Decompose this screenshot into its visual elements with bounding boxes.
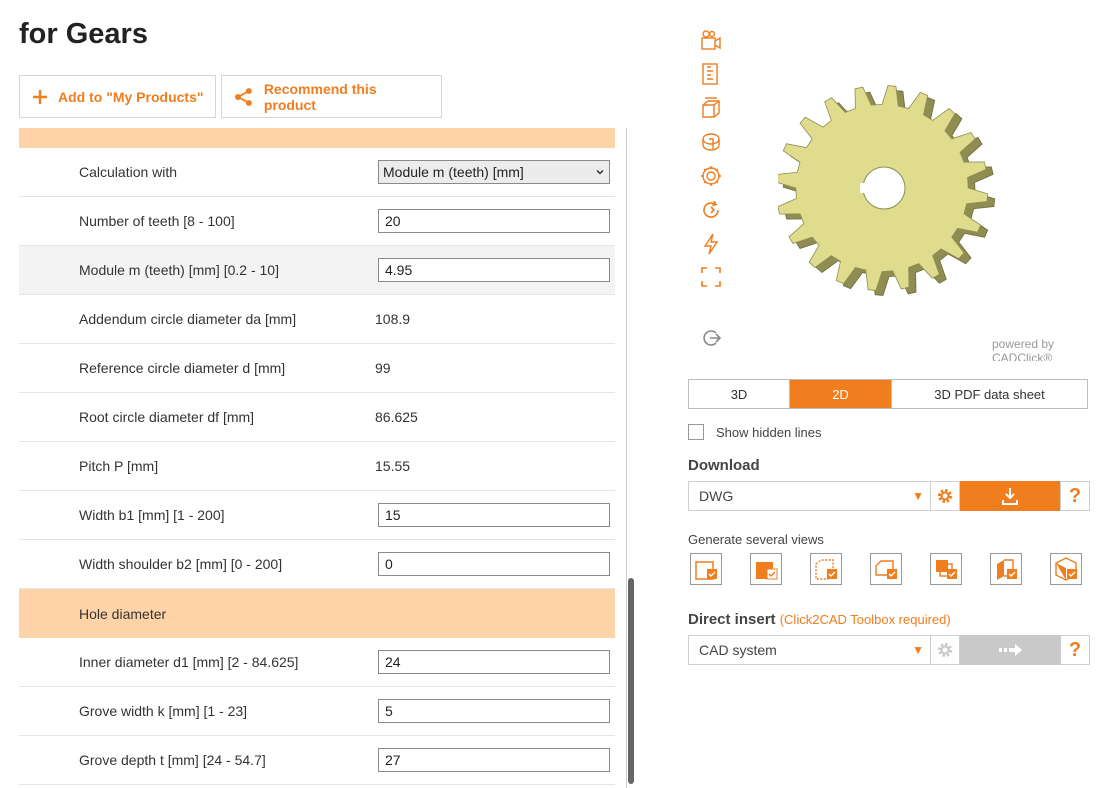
download-format-select[interactable] — [688, 481, 931, 511]
gear-bore-hole — [863, 167, 905, 209]
download-button[interactable] — [960, 481, 1060, 511]
chevron-down-icon: ▼ — [912, 489, 924, 503]
view-front-icon[interactable] — [690, 553, 722, 585]
share-icon — [234, 87, 254, 107]
param-label: Addendum circle diameter da [mm] — [79, 311, 297, 327]
section-view-icon[interactable] — [698, 129, 724, 155]
download-title: Download — [688, 457, 760, 474]
grove-t-input[interactable] — [378, 748, 610, 772]
calculation-select[interactable] — [378, 160, 610, 184]
view-left-icon[interactable] — [990, 553, 1022, 585]
direct-insert-title — [688, 611, 951, 628]
recommend-product-label: Recommend this product — [263, 80, 377, 113]
camera-icon[interactable] — [698, 28, 724, 54]
param-row-calculation — [19, 148, 615, 197]
view-side-icon[interactable] — [810, 553, 842, 585]
cadclick-logo-icon — [698, 325, 724, 351]
param-label: Pitch P [mm] — [79, 458, 159, 474]
download-settings-button[interactable] — [931, 481, 960, 511]
param-row-inner-d1 — [19, 638, 615, 687]
param-label: Reference circle diameter d [mm] — [79, 360, 286, 376]
chevron-down-icon: ▼ — [912, 643, 924, 657]
param-label: Grove depth t [mm] [24 - 54.7] — [79, 752, 266, 768]
inner-d1-input[interactable] — [378, 650, 610, 674]
param-row-width-b1 — [19, 491, 615, 540]
gear-settings-icon[interactable] — [698, 163, 724, 189]
reference-value: 99 — [375, 360, 391, 376]
root-value: 86.625 — [375, 409, 418, 425]
show-hidden-lines-label: Show hidden lines — [716, 424, 822, 440]
tab-3d[interactable]: 3D — [689, 380, 790, 408]
download-help-button[interactable]: ? — [1060, 481, 1090, 511]
grove-k-input[interactable] — [378, 699, 610, 723]
param-row-grove-k — [19, 687, 615, 736]
powered-by-label — [992, 337, 1072, 361]
chevron-down-icon — [595, 167, 605, 177]
cad-system-select[interactable] — [688, 635, 931, 665]
download-icon — [1000, 486, 1020, 506]
show-hidden-lines-checkbox[interactable] — [688, 424, 704, 440]
scrollbar-thumb[interactable] — [628, 578, 634, 784]
page-title: for Gears — [19, 18, 148, 50]
width-b1-input[interactable] — [378, 503, 610, 527]
arrow-right-icon — [997, 642, 1023, 658]
direct-insert-controls — [688, 635, 1090, 665]
param-label: Width shoulder b2 [mm] [0 - 200] — [79, 556, 283, 572]
direct-insert-note: (Click2CAD Toolbox required) — [779, 612, 951, 627]
gear-keyway — [860, 183, 868, 193]
download-format-value: DWG — [699, 488, 734, 504]
view-back-icon[interactable] — [930, 553, 962, 585]
powered-by-line1: powered by — [992, 337, 1055, 351]
add-to-my-products-label: Add to "My Products" — [58, 88, 204, 105]
param-row-teeth — [19, 197, 615, 246]
measure-icon[interactable] — [698, 61, 724, 87]
view-mode-tabs — [688, 379, 1088, 409]
param-label: Calculation with — [79, 164, 178, 180]
param-row-module — [19, 246, 615, 295]
param-label: Grove width k [mm] [1 - 23] — [79, 703, 248, 719]
view-bottom-icon[interactable] — [870, 553, 902, 585]
insert-settings-button[interactable] — [931, 635, 960, 665]
powered-by-line2: CADClick® — [992, 351, 1053, 361]
fullscreen-icon[interactable] — [698, 264, 724, 290]
gear-3d-model[interactable] — [778, 78, 1000, 298]
section-header-hole — [19, 589, 615, 638]
download-controls — [688, 481, 1090, 511]
view-isometric-icon[interactable] — [1050, 553, 1082, 585]
tab-3d-pdf-datasheet[interactable]: 3D PDF data sheet — [891, 380, 1087, 408]
module-input[interactable] — [378, 258, 610, 282]
parameter-table — [19, 128, 615, 788]
show-hidden-lines-option — [688, 424, 822, 440]
lightning-icon[interactable] — [698, 231, 724, 257]
cad-system-value: CAD system — [699, 642, 777, 658]
param-row-grove-t — [19, 736, 615, 785]
teeth-input[interactable] — [378, 209, 610, 233]
view-top-icon[interactable] — [750, 553, 782, 585]
pitch-value: 15.55 — [375, 458, 411, 474]
insert-button[interactable] — [960, 635, 1060, 665]
param-label: Width b1 [mm] [1 - 200] — [79, 507, 225, 523]
param-row-width-b2 — [19, 540, 615, 589]
calculation-select-value: Module m (teeth) [mm] — [383, 164, 524, 180]
addendum-value: 108.9 — [375, 311, 411, 327]
tab-2d[interactable]: 2D — [790, 380, 891, 408]
direct-insert-label: Direct insert — [688, 611, 776, 628]
param-label: Root circle diameter df [mm] — [79, 409, 255, 425]
width-b2-input[interactable] — [378, 552, 610, 576]
param-label: Module m (teeth) [mm] [0.2 - 10] — [79, 262, 279, 278]
param-label: Number of teeth [8 - 100] — [79, 213, 235, 229]
plus-icon — [32, 89, 48, 105]
param-row-reference — [19, 344, 615, 393]
recommend-product-button[interactable] — [221, 75, 442, 118]
generate-views-row — [688, 553, 1088, 585]
gear-icon — [936, 487, 954, 505]
param-row-pitch — [19, 442, 615, 491]
dimension-cube-icon[interactable] — [698, 95, 724, 121]
section-header-label: Hole diameter — [79, 605, 167, 622]
param-row-addendum — [19, 295, 615, 344]
param-row-root — [19, 393, 615, 442]
gear-icon — [936, 641, 954, 659]
add-to-my-products-button[interactable] — [19, 75, 216, 118]
param-label: Inner diameter d1 [mm] [2 - 84.625] — [79, 654, 299, 670]
rotate-icon[interactable] — [698, 197, 724, 223]
generate-views-label: Generate several views — [688, 532, 824, 547]
insert-help-button[interactable]: ? — [1060, 635, 1090, 665]
section-header-strip — [19, 128, 615, 148]
